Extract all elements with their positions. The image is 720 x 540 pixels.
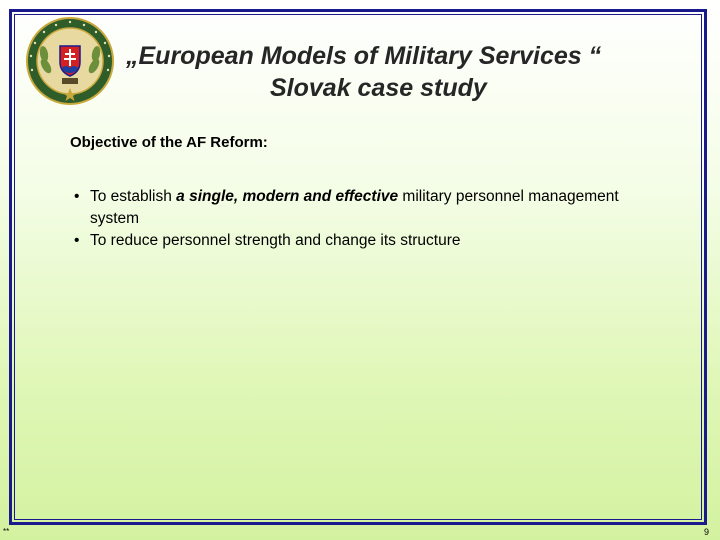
- bullet-item: [74, 186, 634, 230]
- title-line-2: Slovak case study: [270, 74, 487, 102]
- bullet-dot: •: [74, 188, 80, 205]
- bullet-item: [74, 230, 634, 252]
- objective-heading: Objective of the AF Reform:: [70, 134, 268, 151]
- military-emblem-icon: [24, 16, 116, 106]
- bullet-text-prefix: To establish: [90, 188, 177, 205]
- bullet-dot: •: [74, 232, 80, 249]
- bullet-text-emphasis: a single, modern and effective: [176, 188, 399, 205]
- bullet-list: [74, 186, 634, 252]
- footer-corner-mark: **: [3, 527, 10, 536]
- bullet-text: To reduce personnel strength and change its structure: [90, 232, 461, 249]
- slide-title: [120, 40, 680, 104]
- bullet-text-suffix: military personnel management system: [90, 188, 619, 227]
- title-line-1: „European Models of Military Services “: [126, 42, 602, 70]
- page-number: 9: [704, 527, 710, 537]
